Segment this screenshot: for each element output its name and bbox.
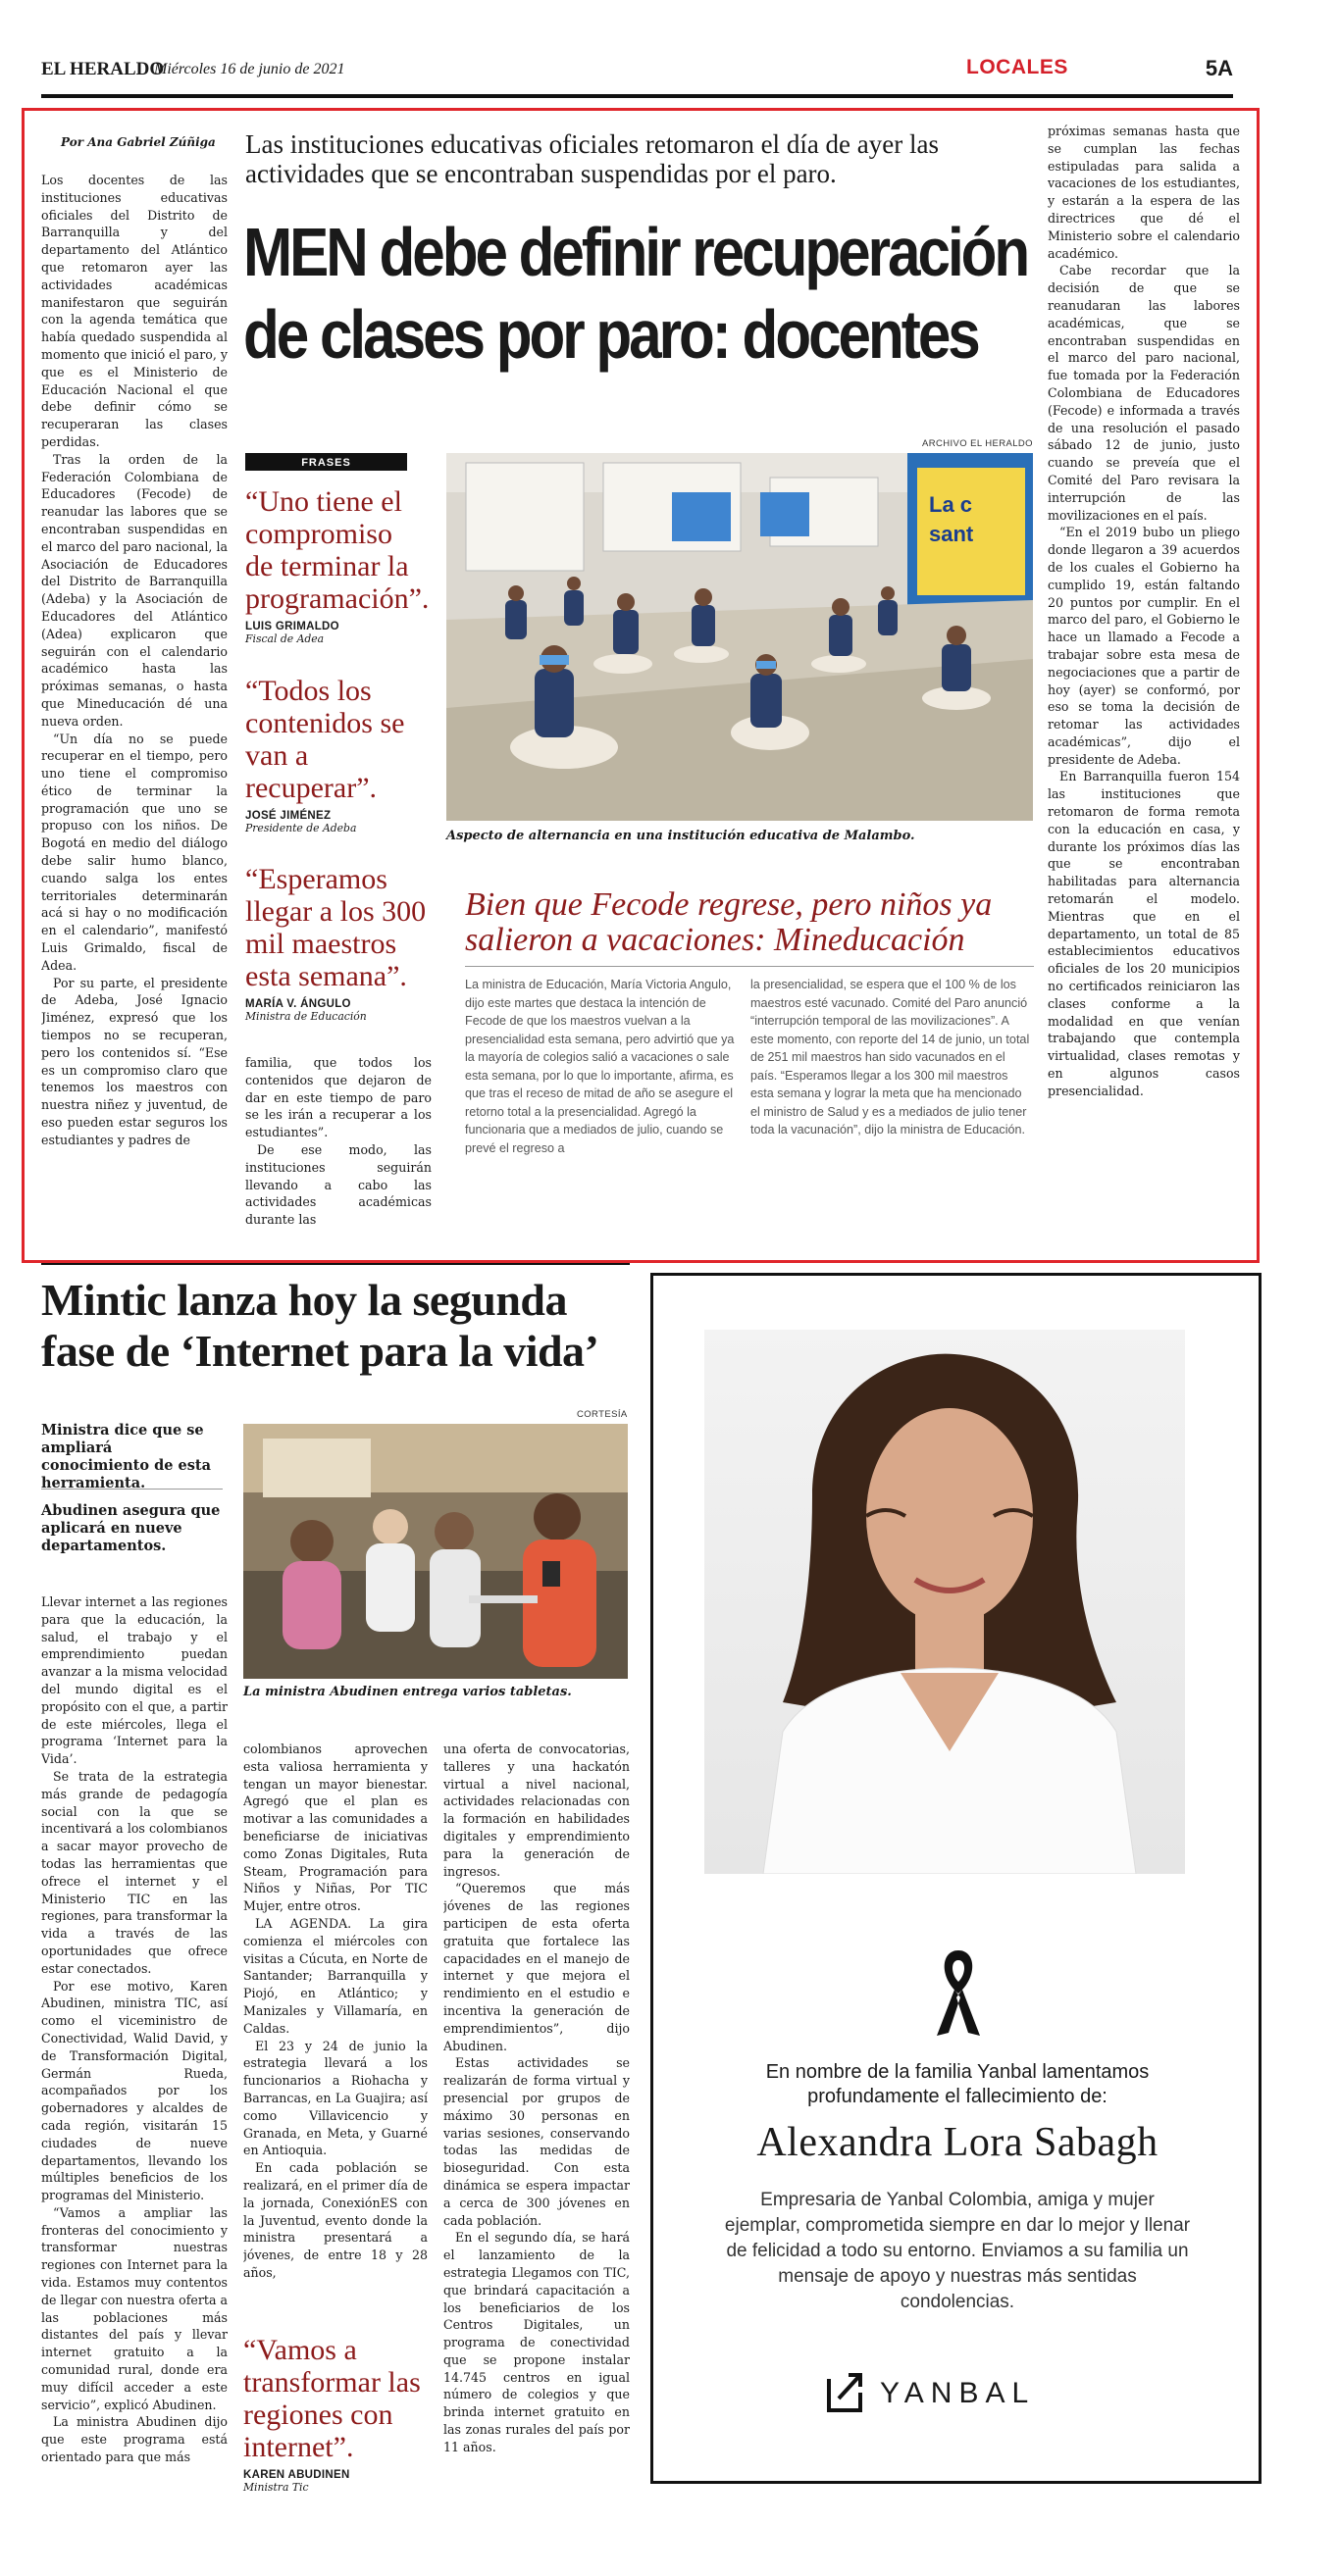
quote-name: JOSÉ JIMÉNEZ [245, 810, 332, 822]
headline-line-2: de clases por paro: docentes [243, 296, 978, 373]
quote-name: KAREN ABUDINEN [243, 2469, 350, 2481]
paragraph: Llevar internet a las regiones para que la educación, la salud, el trabajo y el emprendimiento puedan avanzar a la misma velocidad del mundo digital es el propósito con el que, a partir de este miércoles, llega el programa ‘Internet para la Vida’. [41, 1594, 228, 1767]
section-name: LOCALES [966, 56, 1068, 78]
paragraph: La ministra Abudinen dijo que este programa está orientado para que más [41, 2414, 228, 2465]
summary-2: Abudinen asegura que aplicará en nueve departamentos. [41, 1502, 221, 1554]
sidebar-text: la presencialidad, se espera que el 100 % de los maestros esté vacunado. Comité del Paro anunció “interrupción temporal de las movilizaciones”. A este momento, con reporte del 14 de junio, un total de 251 mil maestros han sido vacunados en el país. “Esperamos llegar a los 300 mil maestros esta semana y lograr la meta que ha mencionado el ministro de Salud y es a mediados de julio tener toda la vacunación”, dijo la ministra de Educación. [750, 978, 1030, 1136]
paragraph: próximas semanas hasta que se cumplan las fechas estipuladas para salida a vacaciones de los estudiantes, y estarán a la espera de las directrices que dé el Ministerio sobre el calendario académico. [1048, 124, 1240, 261]
classroom-photo [446, 453, 1033, 821]
paragraph: Estas actividades se realizarán de forma virtual y presencial por grupos de máximo 30 personas en varias sesiones, conservando todas las medidas de bioseguridad. Con esta dinámica se espera impactar a cerca de 300 jóvenes en cada población. [443, 2055, 630, 2228]
article2-column-3 [443, 1741, 630, 2569]
photo-credit: CORTESÍA [577, 1409, 628, 1420]
sidebar-title [465, 887, 1034, 958]
pull-quote-2 [245, 675, 422, 834]
frases-label [245, 453, 407, 471]
issue-date: Miércoles 16 de junio de 2021 [154, 61, 345, 77]
kicker: Las instituciones educativas oficiales retomaron el día de ayer las actividades que se encontraban suspendidas por el paro. [245, 129, 939, 188]
photo-credit: ARCHIVO EL HERALDO [922, 438, 1033, 449]
byline: Por Ana Gabriel Zúñiga [61, 135, 216, 149]
paragraph: “Queremos que más jóvenes de las regiones participen de esta oferta gratuita que fortalece las capacidades en el manejo de internet y que mejora el rendimiento en el estudio e incentiva la generación de emprendimientos”, dijo Abudinen. [443, 1881, 630, 2053]
quote-role: Fiscal de Adea [245, 632, 325, 645]
paragraph: familia, que todos los contenidos que dejaron de dar en este tiempo de paro se les irán a recuperar a los estudiantes”. [245, 1055, 432, 1140]
article1-column-2 [245, 1054, 432, 1255]
paragraph: Por ese motivo, Karen Abudinen, ministra TIC, así como el viceministro de Conectividad, Walid David, y de Transformación Digital, Germán Rueda, acompañados por los gobernadores y alcaldes de cada región, visitarán 15 ciudades de nueve departamentos, llevando los múltiples beneficios de los programas del Ministerio. [41, 1978, 228, 2203]
quote-name: MARÍA V. ÁNGULO [245, 998, 351, 1010]
pull-quote [243, 2334, 425, 2494]
paragraph: En Barranquilla fueron 154 las instituciones que retomaron de forma remota con la educación en casa, y durante los próximos días las que se encontraban habilitadas para alternancia retomarán el modelo. Mientras que en el departamento, un total de 85 establecimientos educativos oficiales de los 20 municipios no certificados reiniciaron las clases conforme a la modalidad en que venían trabajando que contempla virtualidad, clases remotas y en algunos casos presencialidad. [1048, 769, 1240, 1098]
paragraph: Cabe recordar que la decisión de que se reanudaran las labores académicas, que se encontraban suspendidas en el marco del paro nacional, fue tomada por la Federación Colombiana de Educadores (Fecode) e informada a través de una resolución el pasado sábado 12 de junio, justo cuando se preveía que el Comité del Paro revisara la interrupción de las movilizaciones en el país. [1048, 263, 1240, 523]
headline [41, 1275, 649, 1377]
paragraph: “Un día no se puede recuperar en el tiempo, pero uno tiene el compromiso ético de terminar la programación que uno se propuso con los niños. De Bogotá en medio del diálogo debe salir humo blanco, cuando salga los entes territoriales determinarán acá si hay o no modificación en el calendario”, manifestó Luis Grimaldo, fiscal de Adea. [41, 731, 228, 973]
quote-role: Ministra de Educación [245, 1010, 367, 1023]
pull-quote-3 [245, 863, 432, 1023]
page-header [41, 51, 1233, 98]
paragraph: De ese modo, las instituciones seguirán llevando a cabo las actividades académicas durante las [245, 1141, 432, 1228]
mintic-photo [243, 1424, 628, 1679]
headline-line-1: Mintic lanza hoy la segunda [41, 1275, 568, 1325]
paragraph: “Vamos a ampliar las fronteras del conocimiento y transformar nuestras regiones con Internet para la vida. Estamos muy contentos de llegar con nuestra oferta a las poblaciones más distantes del país y llevar internet gratuito a la comunidad rural, donde era muy difícil acceder a este servicio”, explicó Abudinen. [41, 2204, 228, 2412]
quote-role: Presidente de Adeba [245, 822, 357, 834]
obituary-intro: En nombre de la familia Yanbal lamentamos profundamente el fallecimiento de: [765, 2061, 1150, 2107]
article1-column-1 [41, 172, 228, 1250]
brand-logo [825, 2369, 1100, 2418]
paper-name: EL HERALDO [41, 59, 165, 79]
svg-text:La c: La c [929, 492, 973, 517]
quote-name: LUIS GRIMALDO [245, 621, 339, 632]
svg-text:sant: sant [929, 522, 974, 546]
obituary-body: Empresaria de Yanbal Colombia, amiga y mujer ejemplar, comprometida siempre en dar lo mejor y llenar de felicidad a todo su entorno. Enviamos a su familia un mensaje de apoyo y nuestras más sentidas condolencias. [724, 2190, 1191, 2312]
photo-caption: La ministra Abudinen entrega varios tabletas. [243, 1685, 572, 1699]
deceased-name: Alexandra Lora Sabagh [756, 2120, 1159, 2165]
quote-text: “Todos los contenidos se van a recuperar”. [245, 675, 405, 804]
summary-1: Ministra dice que se ampliará conocimiento de esta herramienta. [41, 1422, 211, 1491]
article2-column-2 [243, 1741, 428, 2324]
paragraph: En cada población se realizará, en el primer día de la jornada, ConexiónES con la Juventud, evento donde la ministra presentará a jóvenes, de entre 18 y 28 años, [243, 2160, 428, 2280]
paragraph: En el segundo día, se hará el lanzamiento de la estrategia Llegamos con TIC, que brindará capacitación a los beneficiarios de los Centros Digitales, un programa de conectividad que se propone instalar 14.745 centros en igual número de colegios y que brinda internet gratuito en las zonas rurales del país por 11 años. [443, 2230, 630, 2454]
quote-text: “Uno tiene el compromiso de terminar la programación”. [245, 485, 430, 615]
portrait-photo [704, 1330, 1185, 1874]
page-number: 5A [1205, 56, 1233, 80]
portrait-illustration [704, 1330, 1185, 1874]
quote-text: “Esperamos llegar a los 300 mil maestros esta semana”. [245, 863, 427, 992]
sidebar-column-2 [750, 976, 1030, 1139]
obituary-ad [650, 1273, 1262, 2484]
quote-role: Ministra Tic [243, 2481, 309, 2494]
sidebar-column-1 [465, 976, 740, 1157]
minister-event-illustration [243, 1424, 628, 1679]
paragraph: LA AGENDA. La gira comienza el miércoles con visitas a Cúcuta, en Norte de Santander; Barranquilla y Piojó, en Atlántico; y Manizales y Villamaría, en Caldas. [243, 1915, 428, 2036]
article1-column-3 [1048, 123, 1240, 1250]
headline [243, 211, 1028, 376]
frases-label-text: FRASES [301, 457, 351, 469]
section-divider [41, 1263, 630, 1265]
sidebar-text: La ministra de Educación, María Victoria Angulo, dijo este martes que destaca la intención de Fecode de que los maestros vuelvan a la presencialidad esta semana, pero advirtió que ya la mayoría de colegios salió a vacaciones o sale esta semana, por lo que lo importante, afirma, es que tras el receso de mitad de año se asegure el retorno total a la presencialidad. Agregó la funcionaria que a mediados de julio, cuando se prevé el regreso a [465, 978, 735, 1155]
paragraph: Se trata de la estrategia más grande de pedagogía social con la que se incentivará a los colombianos a sacar mayor provecho de todas las herramientas que ofrece el internet y el Ministerio TIC en las regiones, para transformar la vida a través de las oportunidades que ofrece estar conectados. [41, 1768, 228, 1976]
paragraph: Por su parte, el presidente de Adeba, José Ignacio Jiménez, expresó que los tiempos no se recuperan, pero los contenidos sí. “Ese es un compromiso claro que tenemos los maestros con nuestra niñez y juventud, de eso pueden estar seguros los estudiantes y padres de [41, 975, 228, 1147]
sidebar-title-line-1: Bien que Fecode regrese, pero niños ya [465, 886, 993, 923]
photo-caption: Aspecto de alternancia en una institución educativa de Malambo. [446, 829, 915, 843]
paragraph: El 23 y 24 de junio la estrategia llevará a los funcionarios a Riohacha y Barrancas, en La Guajira; así como Villavicencio y Granada, en Meta, y Guarné en Antioquia. [243, 2038, 428, 2158]
quote-text: “Vamos a transformar las regiones con internet”. [243, 2334, 421, 2463]
classroom-illustration [446, 453, 1033, 821]
paragraph: Tras la orden de la Federación Colombiana de Educadores (Fecode) de reanudar las labores que se encontraban suspendidas en el marco del paro nacional, la Asociación de Educadores del Distrito de Barranquilla (Adeba) y la Asociación de Educadores del Atlántico (Adea) explicaron que seguirán con el calendario académico hasta las próximas semanas, o hasta que Mineducación dé una nueva orden. [41, 451, 228, 729]
headline-line-1: MEN debe definir recuperación [243, 214, 1028, 290]
article2-column-1 [41, 1593, 228, 2569]
sidebar-rule [465, 966, 1034, 967]
paragraph: una oferta de convocatorias, talleres y una hackatón virtual a nivel nacional, actividades relacionadas con la formación en habilidades digitales y emprendimiento para la generación de ingresos. [443, 1742, 630, 1879]
paragraph: Los docentes de las instituciones educativas oficiales del Distrito de Barranquilla y del departamento del Atlántico que retomaron ayer las actividades académicas manifestaron que seguirán con la agenda temática que había quedado suspendida al momento que inició el paro, y que es el Ministerio de Educación Nacional el que debe definir cómo se recuperaran las clases perdidas. [41, 173, 228, 449]
sidebar-title-line-2: salieron a vacaciones: Mineducación [465, 922, 965, 958]
summary-divider [41, 1489, 223, 1490]
headline-line-2: fase de ‘Internet para la vida’ [41, 1326, 599, 1376]
mourning-ribbon-icon [929, 1943, 988, 2041]
yanbal-logo-icon [825, 2371, 864, 2414]
pull-quote-1 [245, 485, 430, 645]
paragraph: “En el 2019 bubo un pliego donde llegaron a 39 acuerdos de los cuales el Gobierno ha cumplido 19, están faltando 20 puntos por cumplir. En el marco del paro, el Gobierno le hace un llamado a Fecode a trabajar sobre esta mesa de negociaciones que a partir de hoy (ayer) se conformó, por eso se toma la decisión de retomar las actividades académicas”, dijo el presidente de Adeba. [1048, 525, 1240, 767]
brand-name: YANBAL [880, 2377, 1036, 2409]
paragraph: colombianos aprovechen esta valiosa herramienta y tengan un mayor bienestar. Agregó que el plan es motivar a las comunidades a beneficiarse de iniciativas como Zonas Digitales, Ruta Steam, Programación para Niños y Niñas, Por TIC Mujer, entre otros. [243, 1742, 428, 1914]
